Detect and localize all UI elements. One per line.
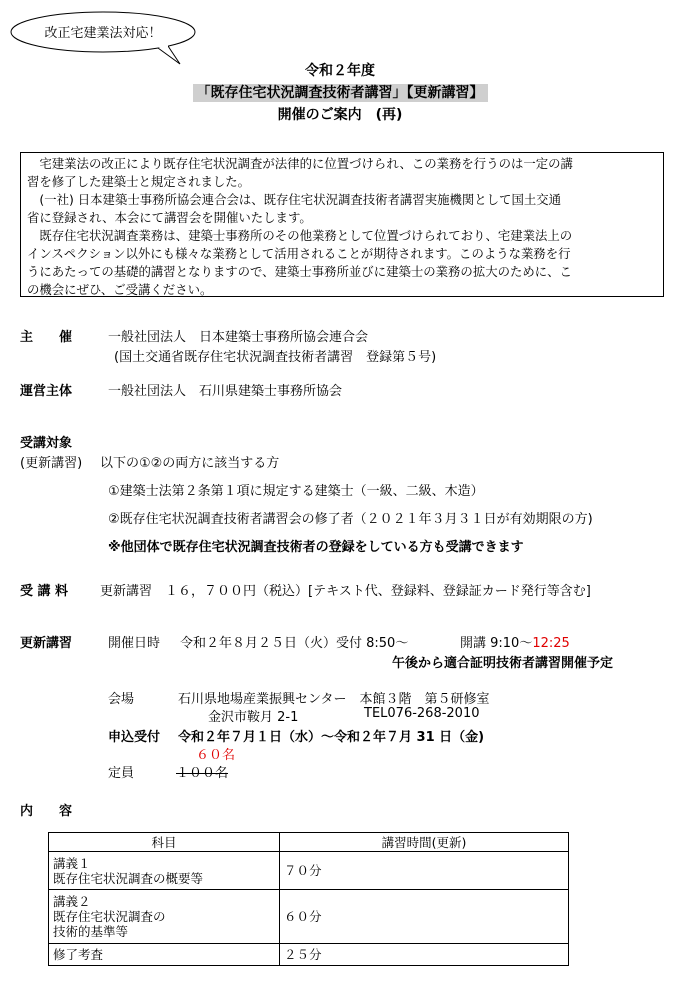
operator-value: 一般社団法人 石川県建築士事務所協会: [108, 384, 343, 399]
time-cell: ６０分: [280, 890, 569, 944]
table-row: [49, 890, 569, 944]
venue-label: 会場: [108, 692, 135, 707]
eligibility-lead: 以下の①②の両方に該当する方: [100, 456, 280, 471]
eligibility-note: ※他団体で既存住宅状況調査技術者の登録をしている方も受講できます: [108, 540, 524, 555]
title-course: [0, 82, 680, 102]
header-time: 講習時間(更新): [280, 833, 569, 852]
organizer-value: 一般社団法人 日本建築士事務所協会連合会: [108, 330, 369, 345]
fee-value: 更新講習 １６，７００円（税込）[テキスト代、登録料、登録証カード発行等含む]: [100, 584, 591, 599]
eligibility-item-1: ①建築士法第２条第１項に規定する建築士（一級、二級、木造）: [108, 484, 484, 499]
session-datetime: 令和２年８月２５日（火）受付 8:50～: [180, 636, 409, 651]
title-notice: 開催のご案内 (再): [277, 107, 403, 123]
session-label: 更新講習: [20, 636, 73, 651]
venue-value: 石川県地場産業振興センター 本館３階 第５研修室: [178, 692, 490, 707]
capacity-old: １００名: [176, 766, 229, 781]
intro-line: の機会にぜひ、ご受講ください。: [27, 282, 213, 297]
session-datetime-label: 開催日時: [108, 636, 161, 651]
apply-period: 令和２年７月１日（水）～令和２年７月 31 日（金): [178, 730, 485, 745]
title-year: 令和２年度: [305, 63, 375, 79]
fee-label: 受 講 料: [20, 584, 69, 599]
subject-line: 技術的基準等: [53, 924, 129, 939]
organizer-note: (国土交通省既存住宅状況調査技術者講習 登録第５号): [114, 350, 437, 365]
capacity-label: 定員: [108, 766, 135, 781]
subject-line: 既存住宅状況調査の: [53, 909, 166, 924]
lecture-start: 開講 9:10～: [460, 636, 533, 651]
intro-line: 省に登録され、本会にて講習会を開催いたします。: [27, 210, 312, 225]
subject-cell: 修了考査: [49, 944, 280, 966]
intro-line: (一社) 日本建築士事務所協会連合会は、既存住宅状況調査技術者講習実施機関として国土交通: [27, 192, 562, 207]
table-row: [49, 944, 569, 966]
intro-line: 習を修了した建築士と規定されました。: [27, 174, 251, 189]
session-lecture-time: [460, 632, 570, 651]
contents-label: 内 容: [20, 804, 73, 819]
operator-label: 運営主体: [20, 384, 73, 399]
capacity-new: ６０名: [196, 748, 236, 763]
intro-line: 既存住宅状況調査業務は、建築士事務所のその他業務として位置づけられており、宅建業法上の: [27, 228, 573, 243]
title-course-text: 「既存住宅状況調査技術者講習」【更新講習】: [193, 84, 488, 102]
table-row: [49, 852, 569, 890]
venue-tel: TEL076-268-2010: [364, 706, 480, 721]
header-subject: 科目: [49, 833, 280, 852]
intro-line: うにあたっての基礎的講習となりますので、建築士事務所並びに建築士の業務の拡大のために、こ: [27, 264, 572, 279]
subject-line: 講義１: [53, 855, 91, 871]
course-table: [48, 832, 569, 966]
intro-box: [20, 152, 664, 297]
organizer-label: 主 催: [20, 330, 73, 345]
subject-cell: [49, 852, 280, 890]
eligibility-label: 受講対象: [20, 436, 73, 451]
lecture-end: 12:25: [532, 636, 570, 651]
intro-line: インスペクション以外にも様々な業務として活用されることが期待されます。このような業務を行: [27, 246, 571, 261]
subject-cell: [49, 890, 280, 944]
afternoon-note: 午後から適合証明技術者講習開催予定: [392, 656, 614, 671]
badge-bubble: [8, 8, 203, 66]
time-cell: ７０分: [280, 852, 569, 890]
badge-text: 改正宅建業法対応！: [44, 26, 162, 41]
intro-line: 宅建業法の改正により既存住宅状況調査が法律的に位置づけられ、この業務を行うのは一定の講: [27, 156, 573, 171]
apply-label: 申込受付: [108, 730, 161, 745]
eligibility-item-2: ②既存住宅状況調査技術者講習会の修了者（２０２１年３月３１日が有効期限の方): [108, 512, 593, 527]
time-cell: ２５分: [280, 944, 569, 966]
eligibility-sublabel: (更新講習): [20, 456, 83, 471]
subject-line: 講義２: [53, 894, 91, 909]
subject-line: 既存住宅状況調査の概要等: [53, 870, 204, 886]
table-header-row: [49, 833, 569, 852]
venue-address: 金沢市鞍月 2-1: [208, 710, 299, 725]
